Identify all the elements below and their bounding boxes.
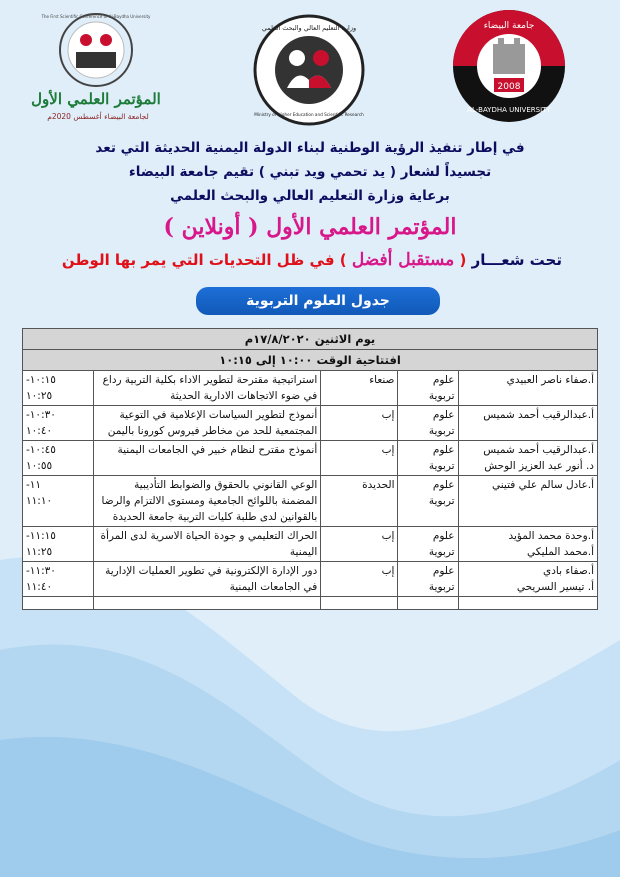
slogan-open-paren: ( bbox=[459, 251, 467, 269]
conference-title: المؤتمر العلمي الأول ( أونلاين ) bbox=[163, 214, 457, 240]
governorate: الحديدة bbox=[321, 476, 398, 527]
ministry-logo bbox=[253, 14, 365, 126]
intro-line-2: تجسيداً لشعار ( يد تحمي ويد تبني ) تقيم جامعة البيضاء bbox=[128, 164, 492, 180]
specialty: علوم تربوية bbox=[398, 441, 458, 476]
presenter-name: أ.عبدالرقيب أحمد شميس د. أنور عبد العزيز الوحش bbox=[458, 441, 597, 476]
paper-topic: الحراك التعليمي و جودة الحياة الاسرية لدى المرأة اليمنية bbox=[93, 527, 320, 562]
university-logo bbox=[446, 8, 572, 124]
slogan-close-paren: ) bbox=[339, 251, 347, 269]
presenter-name: أ.وحدة محمد المؤيد أ.محمد المليكي bbox=[458, 527, 597, 562]
conference-logo-ring-text: The First Scientific Conference of Al-Baydha University bbox=[41, 14, 151, 19]
time-slot: -١١ ١١:١٠ bbox=[23, 476, 94, 527]
section-title-badge: جدول العلوم التربوية bbox=[196, 287, 440, 315]
governorate: إب bbox=[321, 406, 398, 441]
table-row bbox=[23, 441, 598, 476]
ministry-logo-english-text: Ministry of Higher Education and Scientific Research bbox=[254, 112, 364, 117]
time-slot: -١١:٣٠ ١١:٤٠ bbox=[23, 562, 94, 597]
slogan-main: مستقبل أفضل bbox=[351, 250, 455, 270]
intro-line-1: في إطار تنفيذ الرؤية الوطنية لبناء الدولة اليمنية الحديثة التي تعد bbox=[95, 140, 525, 156]
paper-topic: أنموذج مقترح لنظام خبير في الجامعات اليمنية bbox=[93, 441, 320, 476]
table-opening-row bbox=[23, 350, 598, 371]
paper-topic: دور الإدارة الإلكترونية في تطوير العمليات الإدارية في الجامعات اليمنية bbox=[93, 562, 320, 597]
conference-logo-title: المؤتمر العلمي الأول bbox=[31, 90, 161, 108]
ministry-logo-arabic-text: وزارة التعليم العالي والبحث العلمي bbox=[261, 24, 357, 32]
table-row bbox=[23, 406, 598, 441]
presenter-name: أ.عبدالرقيب أحمد شميس bbox=[458, 406, 597, 441]
table-row bbox=[23, 562, 598, 597]
presenter-name: أ.صفاء بادي أ. تيسير السريحي bbox=[458, 562, 597, 597]
specialty: علوم تربوية bbox=[398, 527, 458, 562]
university-logo-english-text: AL-BAYDHA UNIVERSITY bbox=[467, 106, 551, 114]
table-opening: افتتاحية الوقت ١٠:٠٠ إلى ١٠:١٥ bbox=[23, 350, 598, 371]
specialty: علوم تربوية bbox=[398, 406, 458, 441]
time-slot: -١٠:١٥ ١٠:٢٥ bbox=[23, 371, 94, 406]
specialty: علوم تربوية bbox=[398, 476, 458, 527]
presenter-name: أ.صفاء ناصر العبيدي bbox=[458, 371, 597, 406]
university-logo-year: 2008 bbox=[497, 82, 521, 92]
time-slot: -١١:١٥ ١١:٢٥ bbox=[23, 527, 94, 562]
table-row bbox=[23, 527, 598, 562]
paper-topic: استراتيجية مقترحة لتطوير الاداء بكلية التربية رداع في ضوء الاتجاهات الادارية الحديثة bbox=[93, 371, 320, 406]
conference-slogan bbox=[62, 250, 562, 270]
time-slot: -١٠:٤٥ ١٠:٥٥ bbox=[23, 441, 94, 476]
slogan-prefix: تحت شعـــار bbox=[471, 251, 562, 269]
paper-topic: الوعي القانوني بالحقوق والضوابط التأديبية المضمنة باللوائح الجامعية ومستوى الالتزام والرضا بالقوانين لدى طلبة كليات التربية جامعة الحديدة bbox=[93, 476, 320, 527]
table-row bbox=[23, 476, 598, 527]
specialty: علوم تربوية bbox=[398, 562, 458, 597]
conference-logo-subtitle: لجامعة البيضاء أغسطس 2020م bbox=[47, 112, 149, 121]
schedule-table bbox=[22, 328, 598, 610]
time-slot: -١٠:٣٠ ١٠:٤٠ bbox=[23, 406, 94, 441]
governorate: إب bbox=[321, 527, 398, 562]
table-day-row bbox=[23, 329, 598, 350]
governorate: إب bbox=[321, 562, 398, 597]
paper-topic: أنموذج لتطوير السياسات الإعلامية في التوعية المجتمعية للحد من مخاطر فيروس كورونا باليمن bbox=[93, 406, 320, 441]
presenter-name: أ.عادل سالم علي فتيني bbox=[458, 476, 597, 527]
table-day: يوم الاثنين ١٧/٨/٢٠٢٠م bbox=[23, 329, 598, 350]
table-row bbox=[23, 371, 598, 406]
table-row-empty bbox=[23, 597, 598, 610]
governorate: إب bbox=[321, 441, 398, 476]
university-logo-arabic-text: جامعة البيضاء bbox=[483, 21, 535, 31]
slogan-rest: في ظل التحديات التي يمر بها الوطن bbox=[61, 251, 335, 269]
intro-line-3: برعاية وزارة التعليم العالي والبحث العلمي bbox=[170, 188, 450, 204]
specialty: علوم تربوية bbox=[398, 371, 458, 406]
governorate: صنعاء bbox=[321, 371, 398, 406]
